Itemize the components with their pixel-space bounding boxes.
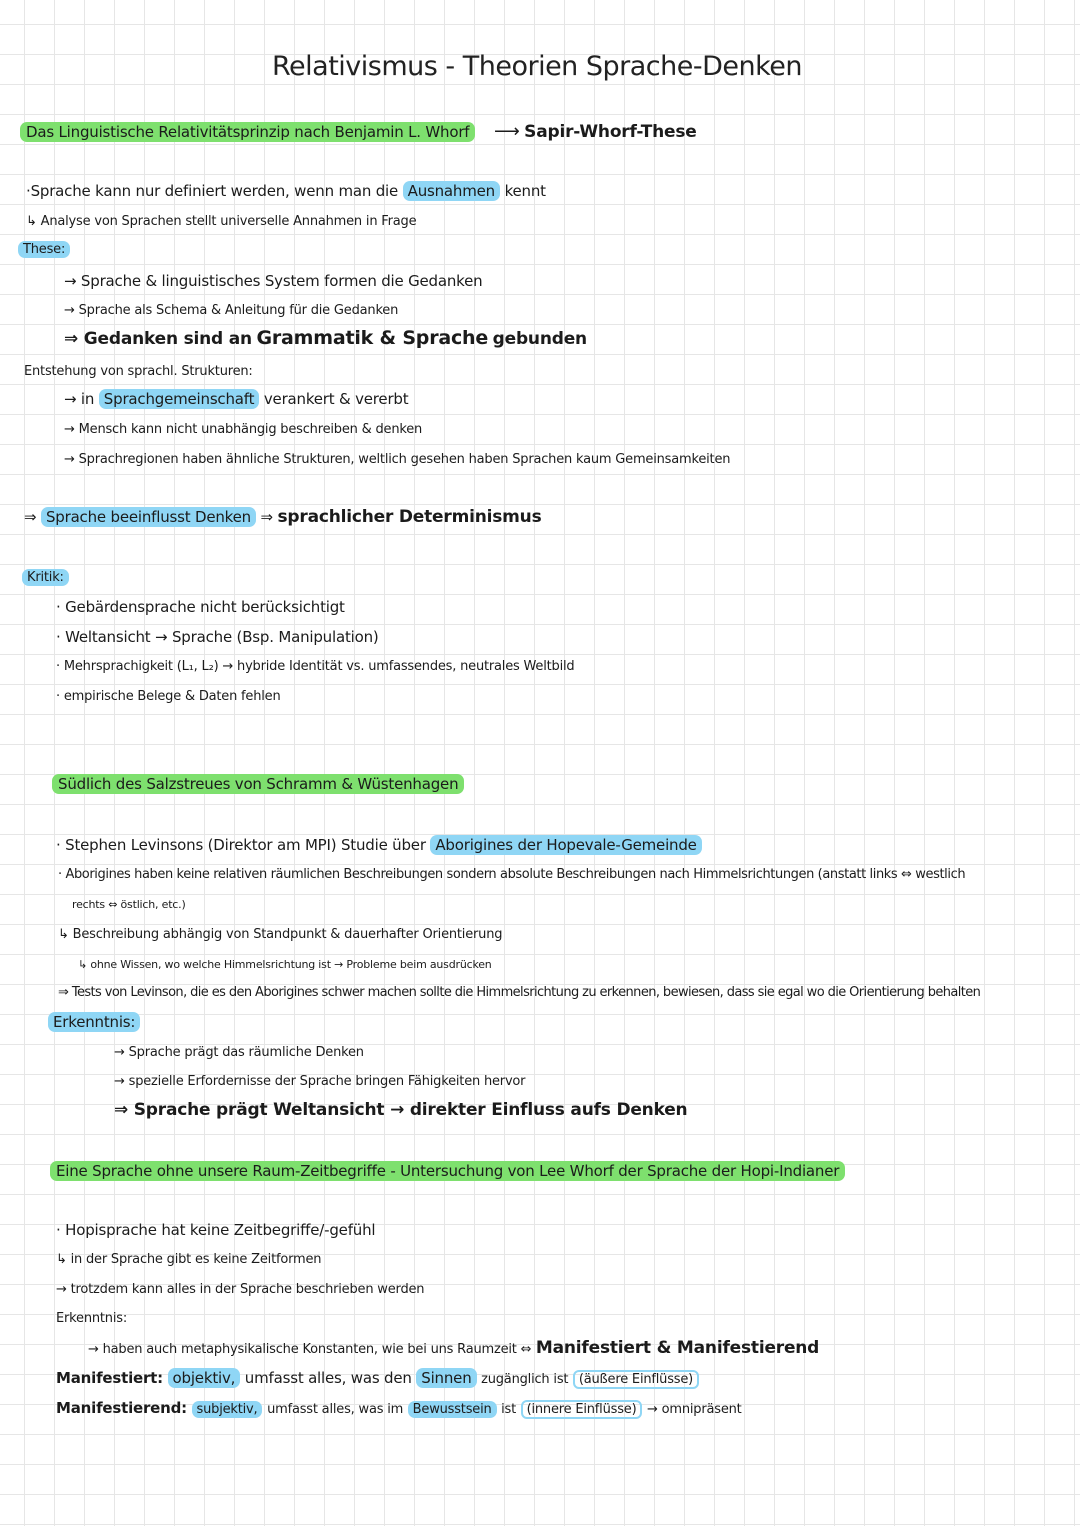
these-item-1: → Sprache & linguistisches System formen die Gedanken <box>64 272 483 290</box>
line-text: ⇒ <box>24 508 37 526</box>
these-item-3-post: gebunden <box>492 329 587 349</box>
line-text: umfasst alles, was im <box>267 1402 404 1417</box>
kritik-label-text: Kritik: <box>22 569 69 586</box>
these-item-3-big: Grammatik & Sprache <box>256 327 489 349</box>
boxed-innere-einfluesse: (innere Einflüsse) <box>521 1400 643 1419</box>
section-3-heading: Eine Sprache ohne unsere Raum-Zeitbegriffe - Untersuchung von Lee Whorf der Sprache der Hopi-Indianer <box>50 1161 845 1181</box>
highlight-bewusstsein: Bewusstsein <box>408 1401 497 1418</box>
line-text: ·Sprache kann nur definiert werden, wenn man die <box>26 182 399 200</box>
line-text: → in <box>64 390 95 408</box>
s3-erkenntnis-label: Erkenntnis: <box>56 1311 128 1326</box>
kritik-item-3: · Mehrsprachigkeit (L₁, L₂) → hybride Identität vs. umfassendes, neutrales Weltbild <box>56 659 575 674</box>
page-title: Relativismus - Theorien Sprache-Denken <box>272 51 803 82</box>
s2-erk-item-2: → spezielle Erfordernisse der Sprache bringen Fähigkeiten hervor <box>114 1074 526 1089</box>
kritik-label <box>22 568 69 588</box>
line-definition <box>26 181 546 201</box>
highlight-sprache-beeinflusst: Sprache beeinflusst Denken <box>41 507 256 527</box>
line-analyse: ↳ Analyse von Sprachen stellt universelle Annahmen in Frage <box>26 214 417 229</box>
highlight-objektiv: objektiv, <box>168 1368 241 1388</box>
s2-erk-item-1: → Sprache prägt das räumliche Denken <box>114 1045 364 1060</box>
line-text: ⇒ <box>260 508 273 526</box>
highlight-sprachgemeinschaft: Sprachgemeinschaft <box>99 389 259 409</box>
these-item-3-pre: ⇒ Gedanken sind an <box>64 329 252 349</box>
s2-line-3: rechts ⇔ östlich, etc.) <box>72 898 186 911</box>
entstehung-item-3: → Sprachregionen haben ähnliche Strukturen, weltlich gesehen haben Sprachen kaum Gemeinsamkeiten <box>64 452 731 467</box>
kritik-item-1: · Gebärdensprache nicht berücksichtigt <box>56 598 345 616</box>
kritik-item-2: · Weltansicht → Sprache (Bsp. Manipulation) <box>56 628 379 646</box>
s2-line-6: ⇒ Tests von Levinson, die es den Aborigines schwer machen sollte die Himmelsrichtung zu erkennen, bewiesen, dass sie egal wo die Orientierung behalten <box>58 985 981 1000</box>
line-text: verankert & vererbt <box>263 390 409 408</box>
section-2-heading: Südlich des Salzstreues von Schramm & Wüstenhagen <box>52 774 464 794</box>
highlight-aborigines: Aborigines der Hopevale-Gemeinde <box>430 835 701 855</box>
these-label <box>18 240 70 260</box>
s3-erk-item-1 <box>88 1338 819 1360</box>
boxed-aeussere-einfluesse: (äußere Einflüsse) <box>573 1370 699 1389</box>
line-text: → omnipräsent <box>647 1402 742 1417</box>
line-text: · Stephen Levinsons (Direktor am MPI) Studie über <box>56 836 426 854</box>
kritik-item-4: · empirische Belege & Daten fehlen <box>56 689 281 704</box>
highlight-ausnahmen: Ausnahmen <box>403 181 500 201</box>
determinismus: sprachlicher Determinismus <box>277 507 542 527</box>
s3-line-3: → trotzdem kann alles in der Sprache beschrieben werden <box>56 1282 425 1297</box>
s2-line-2: · Aborigines haben keine relativen räumlichen Beschreibungen sondern absolute Beschreibungen nach Himmelsrichtungen (anstatt links ⇔ westlich <box>58 867 966 882</box>
section-1-result: Sapir-Whorf-These <box>524 122 697 142</box>
s3-line-2: ↳ in der Sprache gibt es keine Zeitformen <box>56 1252 322 1267</box>
entstehung-item-1 <box>64 389 408 409</box>
these-item-3 <box>64 328 587 349</box>
manifestiert-line <box>56 1368 699 1390</box>
arrow-icon: ⟶ <box>493 121 520 142</box>
manifestiert-label: Manifestiert: <box>56 1369 163 1387</box>
line-text: kennt <box>504 182 546 200</box>
these-item-2: → Sprache als Schema & Anleitung für die Gedanken <box>64 303 399 318</box>
s2-line-5: ↳ ohne Wissen, wo welche Himmelsrichtung ist → Probleme beim ausdrücken <box>78 958 492 971</box>
entstehung-item-2: → Mensch kann nicht unabhängig beschreiben & denken <box>64 422 423 437</box>
section-3-heading-row <box>50 1161 845 1181</box>
entstehung-label: Entstehung von sprachl. Strukturen: <box>24 364 253 379</box>
line-text: ist <box>501 1402 516 1417</box>
manifestierend-label: Manifestierend: <box>56 1399 187 1417</box>
conclusion-1 <box>24 507 542 527</box>
s2-line-1 <box>56 835 702 855</box>
these-label-text: These: <box>18 241 70 258</box>
s2-erkenntnis-label <box>48 1012 140 1032</box>
s3-line-1: · Hopisprache hat keine Zeitbegriffe/-gefühl <box>56 1221 376 1239</box>
line-text: zugänglich ist <box>481 1372 569 1387</box>
section-2-heading-row <box>52 774 464 794</box>
section-1-heading-row <box>20 122 697 142</box>
manifestierend-line <box>56 1398 742 1420</box>
erkenntnis-label-text: Erkenntnis: <box>48 1012 140 1032</box>
highlight-sinnen: Sinnen <box>416 1368 476 1388</box>
manifestiert-manifestierend: Manifestiert & Manifestierend <box>535 1338 820 1358</box>
s2-erk-item-3: ⇒ Sprache prägt Weltansicht → direkter Einfluss aufs Denken <box>114 1100 688 1120</box>
line-text: umfasst alles, was den <box>244 1369 412 1387</box>
highlight-subjektiv: subjektiv, <box>192 1401 263 1418</box>
s2-line-4: ↳ Beschreibung abhängig von Standpunkt & dauerhafter Orientierung <box>58 927 503 942</box>
line-text: → haben auch metaphysikalische Konstanten, wie bei uns Raumzeit ⇔ <box>88 1342 532 1357</box>
section-1-heading: Das Linguistische Relativitätsprinzip nach Benjamin L. Whorf <box>20 122 475 142</box>
